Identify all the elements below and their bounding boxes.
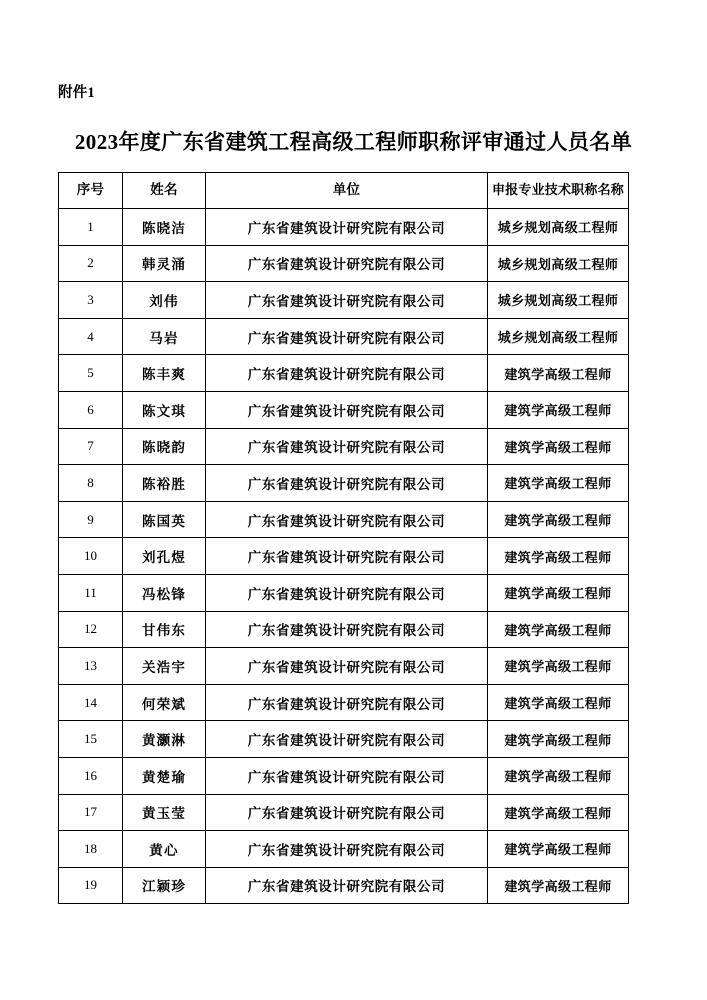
- cell-work-unit: 广东省建筑设计研究院有限公司: [206, 355, 488, 392]
- table-row: [59, 209, 629, 246]
- cell-work-unit: 广东省建筑设计研究院有限公司: [206, 391, 488, 428]
- cell-professional-title: 建筑学高级工程师: [488, 831, 629, 868]
- cell-person-name: 冯松锋: [123, 574, 206, 611]
- table-row: [59, 684, 629, 721]
- cell-professional-title: 城乡规划高级工程师: [488, 245, 629, 282]
- table-row: [59, 794, 629, 831]
- cell-professional-title: 建筑学高级工程师: [488, 721, 629, 758]
- cell-professional-title: 建筑学高级工程师: [488, 794, 629, 831]
- table-row: [59, 867, 629, 904]
- column-header-name: 姓名: [123, 173, 206, 209]
- cell-work-unit: 广东省建筑设计研究院有限公司: [206, 465, 488, 502]
- column-header-unit: 单位: [206, 173, 488, 209]
- cell-professional-title: 城乡规划高级工程师: [488, 282, 629, 319]
- cell-serial-number: 5: [59, 355, 123, 392]
- cell-work-unit: 广东省建筑设计研究院有限公司: [206, 684, 488, 721]
- cell-person-name: 黄心: [123, 831, 206, 868]
- cell-work-unit: 广东省建筑设计研究院有限公司: [206, 538, 488, 575]
- cell-professional-title: 城乡规划高级工程师: [488, 209, 629, 246]
- cell-serial-number: 10: [59, 538, 123, 575]
- cell-professional-title: 建筑学高级工程师: [488, 501, 629, 538]
- cell-person-name: 陈国英: [123, 501, 206, 538]
- cell-professional-title: 建筑学高级工程师: [488, 428, 629, 465]
- table-row: [59, 648, 629, 685]
- cell-professional-title: 建筑学高级工程师: [488, 684, 629, 721]
- cell-professional-title: 建筑学高级工程师: [488, 867, 629, 904]
- cell-person-name: 陈晓洁: [123, 209, 206, 246]
- cell-serial-number: 13: [59, 648, 123, 685]
- table-row: [59, 538, 629, 575]
- cell-work-unit: 广东省建筑设计研究院有限公司: [206, 648, 488, 685]
- cell-work-unit: 广东省建筑设计研究院有限公司: [206, 282, 488, 319]
- cell-person-name: 马岩: [123, 318, 206, 355]
- cell-serial-number: 4: [59, 318, 123, 355]
- table-row: [59, 245, 629, 282]
- roster-table-container: [58, 172, 628, 904]
- cell-serial-number: 1: [59, 209, 123, 246]
- cell-serial-number: 16: [59, 757, 123, 794]
- cell-serial-number: 3: [59, 282, 123, 319]
- table-row: [59, 757, 629, 794]
- cell-person-name: 陈裕胜: [123, 465, 206, 502]
- table-row: [59, 355, 629, 392]
- cell-person-name: 甘伟东: [123, 611, 206, 648]
- column-header-professional-title: 申报专业技术职称名称: [488, 173, 629, 209]
- cell-work-unit: 广东省建筑设计研究院有限公司: [206, 757, 488, 794]
- cell-serial-number: 12: [59, 611, 123, 648]
- cell-person-name: 何荣斌: [123, 684, 206, 721]
- cell-serial-number: 14: [59, 684, 123, 721]
- cell-serial-number: 6: [59, 391, 123, 428]
- cell-work-unit: 广东省建筑设计研究院有限公司: [206, 245, 488, 282]
- cell-serial-number: 9: [59, 501, 123, 538]
- table-row: [59, 465, 629, 502]
- table-header: [59, 173, 629, 209]
- table-row: [59, 611, 629, 648]
- table-row: [59, 282, 629, 319]
- cell-work-unit: 广东省建筑设计研究院有限公司: [206, 721, 488, 758]
- cell-work-unit: 广东省建筑设计研究院有限公司: [206, 611, 488, 648]
- cell-work-unit: 广东省建筑设计研究院有限公司: [206, 867, 488, 904]
- table-row: [59, 721, 629, 758]
- cell-person-name: 刘孔煜: [123, 538, 206, 575]
- cell-work-unit: 广东省建筑设计研究院有限公司: [206, 831, 488, 868]
- table-header-row: [59, 173, 629, 209]
- cell-serial-number: 15: [59, 721, 123, 758]
- table-row: [59, 391, 629, 428]
- cell-person-name: 韩灵涌: [123, 245, 206, 282]
- cell-serial-number: 7: [59, 428, 123, 465]
- cell-professional-title: 建筑学高级工程师: [488, 538, 629, 575]
- cell-professional-title: 城乡规划高级工程师: [488, 318, 629, 355]
- table-row: [59, 318, 629, 355]
- table-body: [59, 209, 629, 904]
- cell-work-unit: 广东省建筑设计研究院有限公司: [206, 574, 488, 611]
- column-header-no: 序号: [59, 173, 123, 209]
- page-title: 2023年度广东省建筑工程高级工程师职称评审通过人员名单: [74, 130, 633, 154]
- cell-person-name: 陈丰爽: [123, 355, 206, 392]
- cell-serial-number: 18: [59, 831, 123, 868]
- cell-serial-number: 2: [59, 245, 123, 282]
- cell-person-name: 黄玉莹: [123, 794, 206, 831]
- cell-professional-title: 建筑学高级工程师: [488, 465, 629, 502]
- cell-serial-number: 17: [59, 794, 123, 831]
- cell-person-name: 江颖珍: [123, 867, 206, 904]
- cell-professional-title: 建筑学高级工程师: [488, 757, 629, 794]
- cell-professional-title: 建筑学高级工程师: [488, 611, 629, 648]
- cell-person-name: 关浩宇: [123, 648, 206, 685]
- cell-person-name: 黄楚瑜: [123, 757, 206, 794]
- cell-serial-number: 11: [59, 574, 123, 611]
- table-row: [59, 831, 629, 868]
- cell-professional-title: 建筑学高级工程师: [488, 391, 629, 428]
- roster-table: [58, 172, 629, 904]
- table-row: [59, 501, 629, 538]
- cell-work-unit: 广东省建筑设计研究院有限公司: [206, 209, 488, 246]
- cell-person-name: 刘伟: [123, 282, 206, 319]
- cell-serial-number: 19: [59, 867, 123, 904]
- cell-professional-title: 建筑学高级工程师: [488, 355, 629, 392]
- cell-work-unit: 广东省建筑设计研究院有限公司: [206, 428, 488, 465]
- cell-work-unit: 广东省建筑设计研究院有限公司: [206, 318, 488, 355]
- cell-person-name: 黄灏淋: [123, 721, 206, 758]
- cell-person-name: 陈文琪: [123, 391, 206, 428]
- attachment-label: 附件1: [58, 85, 95, 101]
- cell-professional-title: 建筑学高级工程师: [488, 574, 629, 611]
- cell-serial-number: 8: [59, 465, 123, 502]
- table-row: [59, 574, 629, 611]
- cell-work-unit: 广东省建筑设计研究院有限公司: [206, 794, 488, 831]
- cell-person-name: 陈晓韵: [123, 428, 206, 465]
- cell-professional-title: 建筑学高级工程师: [488, 648, 629, 685]
- table-row: [59, 428, 629, 465]
- cell-work-unit: 广东省建筑设计研究院有限公司: [206, 501, 488, 538]
